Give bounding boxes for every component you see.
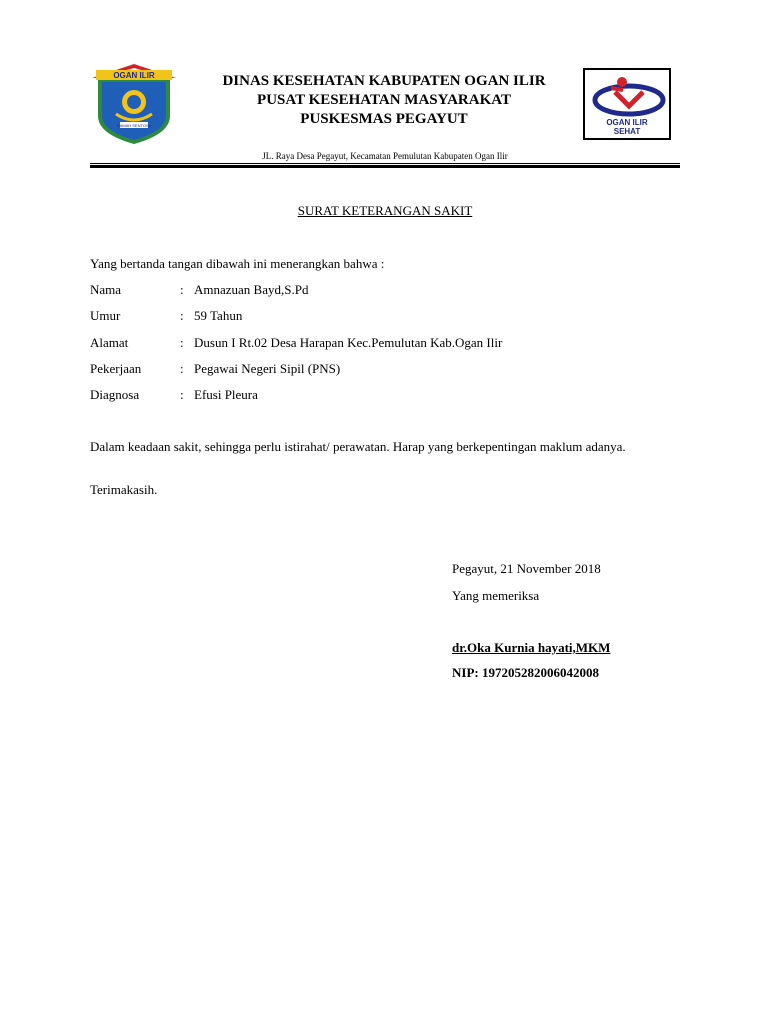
logo-text-ogan-ilir: OGAN ILIR	[606, 118, 648, 127]
letterhead-title	[186, 72, 582, 129]
signature-role: Yang memeriksa	[452, 588, 540, 603]
letterhead-line-puskesmas: PUSKESMAS PEGAYUT	[300, 111, 468, 127]
letterhead-line-center: PUSAT KESEHATAN MASYARAKAT	[257, 92, 511, 108]
field-colon: :	[180, 335, 184, 350]
signature-place-date: Pegayut, 21 November 2018	[452, 561, 601, 576]
svg-text:OGAN ILIR: OGAN ILIR	[113, 71, 155, 80]
letterhead-divider-thin	[90, 163, 680, 164]
field-colon: :	[180, 361, 184, 376]
field-value: Dusun I Rt.02 Desa Harapan Kec.Pemulutan Kab.Ogan Ilir	[194, 335, 503, 350]
field-value: Efusi Pleura	[194, 387, 258, 402]
field-colon: :	[180, 387, 184, 402]
body-paragraph: Dalam keadaan sakit, sehingga perlu istirahat/ perawatan. Harap yang berkepentingan maklum adanya.	[90, 439, 626, 454]
closing-text: Terimakasih.	[90, 482, 158, 497]
field-value: Pegawai Negeri Sipil (PNS)	[194, 361, 341, 376]
intro-text: Yang bertanda tangan dibawah ini menerangkan bahwa :	[90, 256, 385, 271]
field-label: Alamat	[90, 335, 129, 350]
logo-text-sehat: SEHAT	[613, 127, 641, 136]
field-colon: :	[180, 282, 184, 297]
field-value: Amnazuan Bayd,S.Pd	[194, 282, 309, 297]
regency-emblem-logo	[90, 64, 178, 146]
field-label: Pekerjaan	[90, 361, 142, 376]
field-value: 59 Tahun	[194, 308, 243, 323]
svg-text:RAMAH SENTOSA: RAMAH SENTOSA	[116, 123, 152, 128]
document-title: SURAT KETERANGAN SAKIT	[297, 203, 473, 218]
field-label: Nama	[90, 282, 122, 297]
ogan-ilir-sehat-logo	[583, 68, 671, 140]
field-label: Diagnosa	[90, 387, 140, 402]
letterhead-address: JL. Raya Desa Pegayut, Kecamatan Pemulutan Kabupaten Ogan Ilir	[262, 151, 508, 161]
field-colon: :	[180, 308, 184, 323]
healthy-figure-icon	[585, 72, 669, 122]
shield-emblem-icon	[90, 64, 178, 146]
field-label: Umur	[90, 308, 121, 323]
letterhead-line-agency: DINAS KESEHATAN KABUPATEN OGAN ILIR	[222, 73, 546, 89]
letterhead-divider-thick	[90, 165, 680, 168]
signature-name: dr.Oka Kurnia hayati,MKM	[452, 640, 611, 655]
signature-nip: NIP: 197205282006042008	[452, 665, 599, 680]
